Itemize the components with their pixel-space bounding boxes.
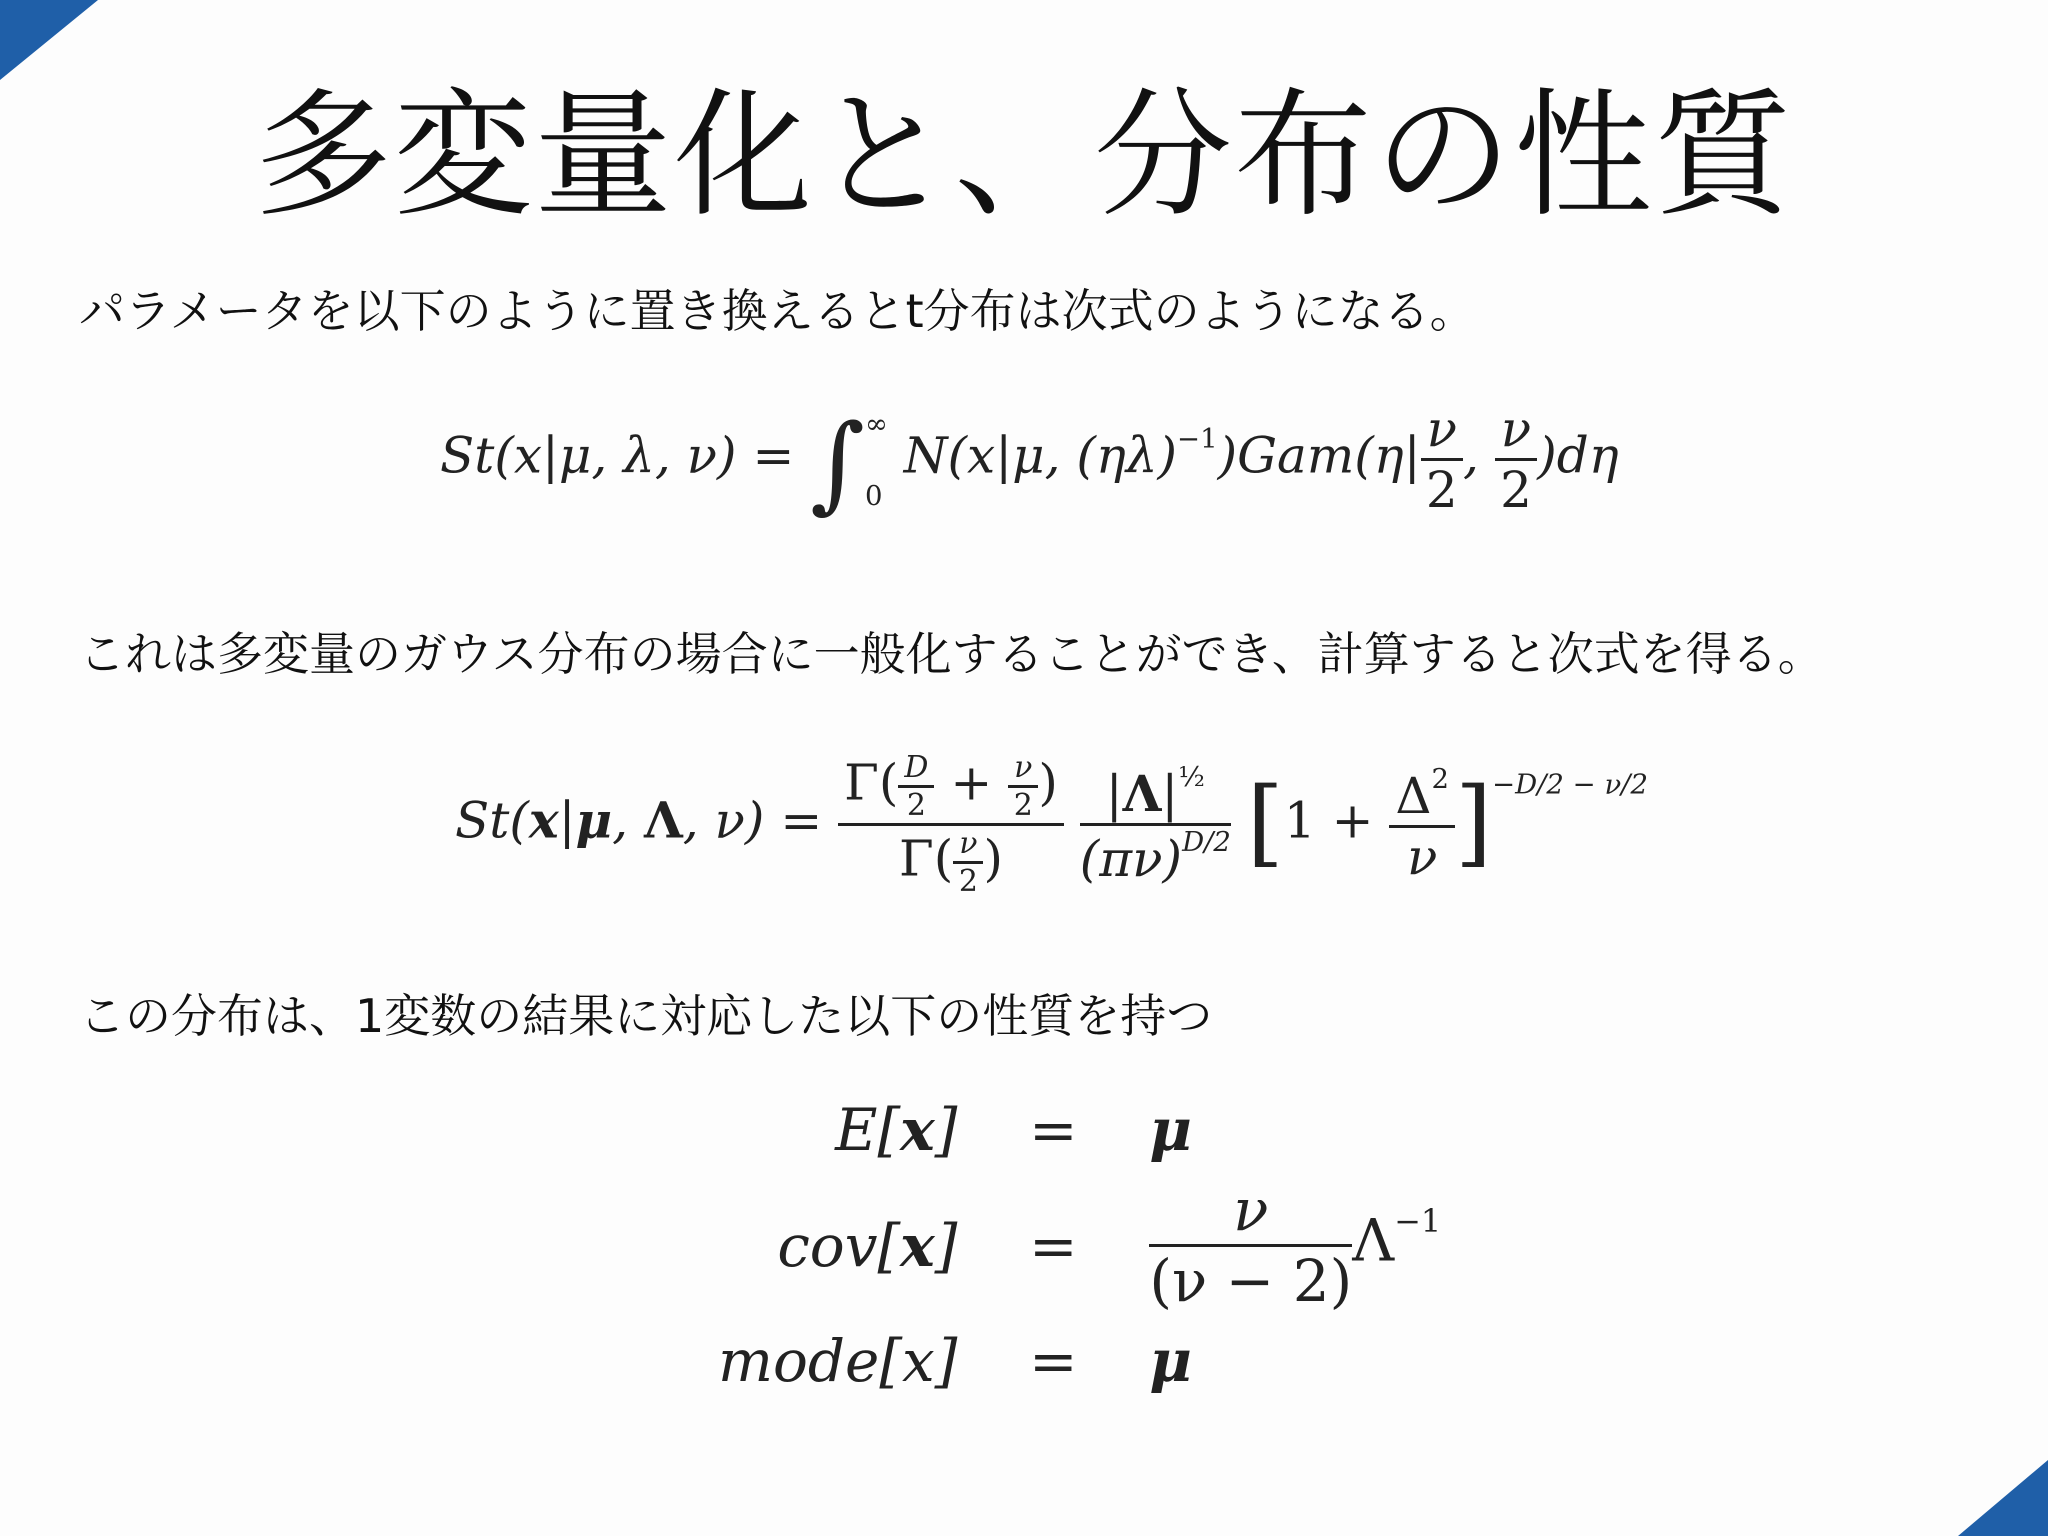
property-row-cov: cov[x] = $\frac{\nu}{(\nu - 2)}$ $\Lambda^{-1}$ <box>700 1170 1459 1321</box>
property-row-mean: E[x] = μ <box>700 1090 1459 1170</box>
equation-2: St(x|μ, Λ, ν) = Γ( $\frac{D}{2}$ + $\frac{\nu}{2}$ ) Γ( $\frac{\nu}{2}$ ) $\frac{|\Lambda|^{\frac{1}{2}}}{(\pi\nu)^{D/2}}$ [1 + $\frac{\Delta^2}{\nu}$ ]$^{-D/2 - \nu/2}$ <box>455 750 1648 899</box>
property-lhs: mode[x] <box>718 1327 958 1395</box>
property-rhs: μ <box>1149 1327 1192 1395</box>
equation-1: St(x|μ, λ, ν) = ∫ ∞ 0 N(x|μ, $(\eta\lambda)^{-1})Gam(\eta|$ $\frac{\nu}{2}$ , $\frac{\nu}{2}$ )dη <box>440 400 1619 524</box>
property-rhs: $\frac{\nu}{(\nu - 2)}$ $\Lambda^{-1}$ <box>1149 1176 1442 1315</box>
slide-title: 多変量化と、分布の性質 <box>253 75 1794 236</box>
paragraph-1: パラメータを以下のように置き換えるとt分布は次式のようになる。 <box>79 284 1476 338</box>
paragraph-3: この分布は、1変数の結果に対応した以下の性質を持つ <box>79 989 1213 1043</box>
property-rhs: μ <box>1149 1096 1192 1164</box>
property-lhs: E[x] <box>835 1096 958 1164</box>
properties-table <box>700 1090 1459 1401</box>
property-row-mode: mode[x] = μ <box>700 1321 1459 1401</box>
corner-decoration-bottom-right <box>1958 1460 2048 1536</box>
property-lhs: cov[x] <box>777 1211 958 1280</box>
paragraph-2: これは多変量のガウス分布の場合に一般化することができ、計算すると次式を得る。 <box>79 627 1824 681</box>
